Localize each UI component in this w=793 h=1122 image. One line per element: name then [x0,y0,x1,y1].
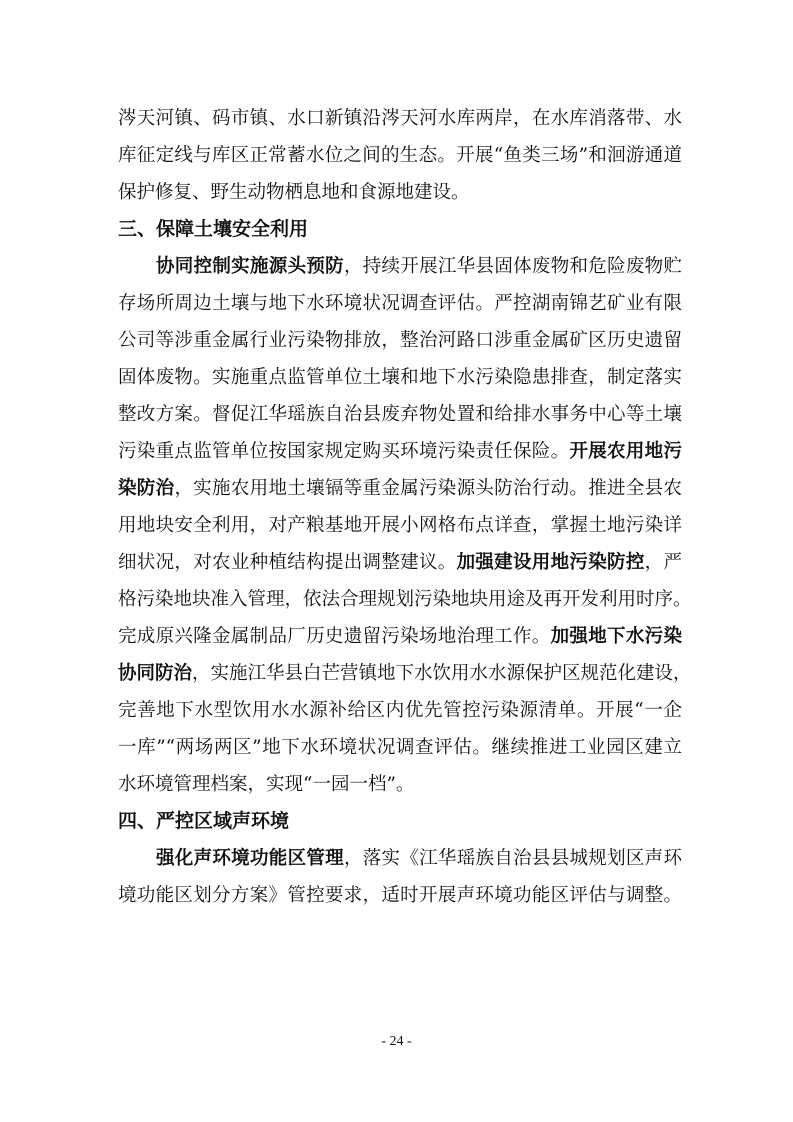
text-line [118,618,682,655]
text-line [118,137,682,174]
text-run: 整改方案。督促江华瑶族自治县废弃物处置和给排水事务中心等土壤 [118,404,682,425]
text-line [118,359,682,396]
bold-lead-text: 协同防治 [118,663,193,684]
document-body [118,100,692,914]
text-run: 完善地下水型饮用水水源补给区内优先管控污染源清单。开展“一企 [118,700,682,721]
page-number: - 24 - [381,1034,412,1049]
section-heading: 四、严控区域声环境 [118,810,290,832]
text-line [118,766,682,803]
text-run: ，严 [644,552,682,573]
text-line [118,322,682,359]
text-run: 固体废物。实施重点监管单位土壤和地下水污染隐患排查，制定落实 [118,367,682,388]
text-run: 库征定线与库区正常蓄水位之间的生态。开展“鱼类三场”和洄游通道 [118,145,682,166]
text-run: 格污染地块准入管理，依法合理规划污染地块用途及再开发利用时序。 [118,589,692,610]
text-run: 存场所周边土壤与地下水环境状况调查评估。严控湖南锦艺矿业有限 [118,293,682,314]
text-line [118,692,682,729]
text-line [118,655,692,692]
text-run: ，持续开展江华县固体废物和危险废物贮 [343,256,682,277]
text-line [118,396,682,433]
text-run: 完成原兴隆金属制品厂历史遗留污染场地治理工作。 [118,626,551,647]
bold-lead-text: 强化声环境功能区管理 [156,848,344,869]
text-run: 水环境管理档案，实现“一园一档”。 [118,774,415,795]
text-run: 公司等涉重金属行业污染物排放，整治河路口涉重金属矿区历史遗留 [118,330,682,351]
text-run: ，实施江华县白芒营镇地下水饮用水水源保护区规范化建设， [192,663,692,684]
bold-lead-text: 染防治 [118,478,175,499]
text-line [118,100,682,137]
bold-lead-text: 加强地下水污染 [550,626,682,647]
text-line [118,840,682,877]
text-run: 境功能区划分方案》管控要求，适时开展声环境功能区评估与调整。 [118,885,682,906]
text-line [118,285,682,322]
text-run: 保护修复、野生动物栖息地和食源地建设。 [118,182,470,203]
text-run: 污染重点监管单位按国家规定购买环境污染责任保险。 [118,441,570,462]
bold-lead-text: 加强建设用地污染防控 [456,552,645,573]
text-line [118,544,682,581]
text-run: 用地块安全利用，对产粮基地开展小网格布点详查，掌握土地污染详 [118,515,682,536]
bold-lead-text: 协同控制实施源头预防 [156,256,344,277]
text-line [118,470,682,507]
text-line [118,581,692,618]
text-line [118,248,682,285]
text-run: 涔天河镇、码市镇、水口新镇沿涔天河水库两岸，在水库消落带、水 [118,108,682,129]
text-run: ，实施农用地土壤镉等重金属污染源头防治行动。推进全县农 [174,478,682,499]
bold-lead-text: 开展农用地污 [569,441,682,462]
text-line [118,507,682,544]
text-line [118,877,682,914]
text-run: 一库”“两场两区”地下水环境状况调查评估。继续推进工业园区建立 [118,737,682,758]
text-run: ，落实《江华瑶族自治县县城规划区声环 [343,848,682,869]
text-line [118,433,682,470]
text-run: 细状况，对农业种植结构提出调整建议。 [118,552,457,573]
text-line [118,174,682,211]
text-line [118,729,682,766]
section-heading: 三、保障土壤安全利用 [118,218,309,240]
